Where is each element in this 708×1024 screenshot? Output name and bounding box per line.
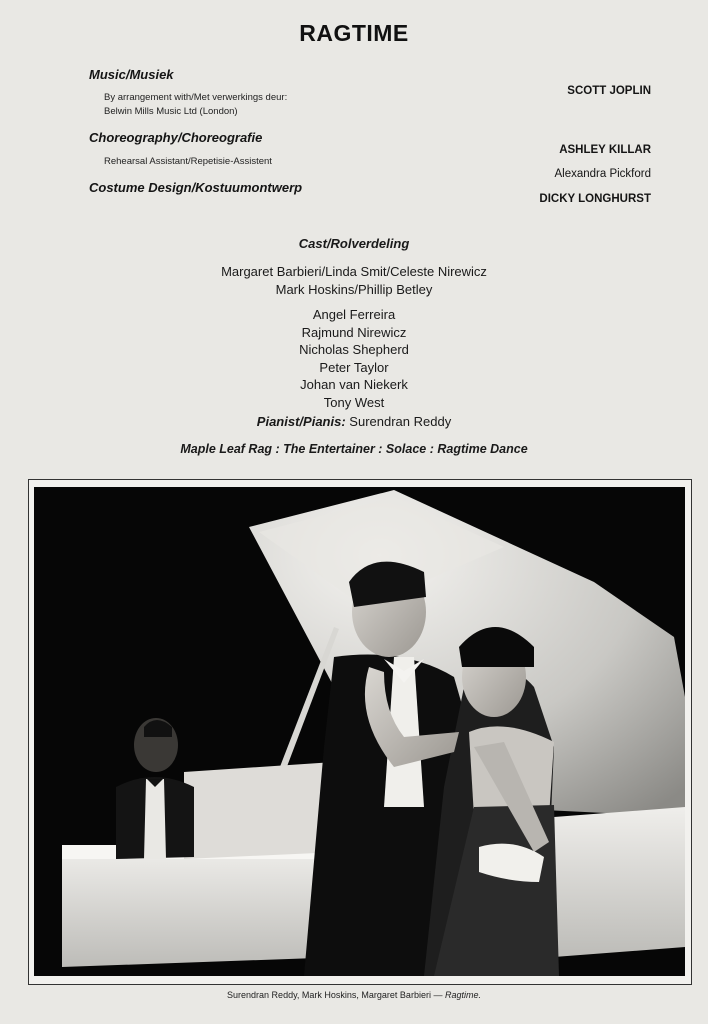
ensemble-cast-member: Peter Taylor	[319, 359, 389, 375]
performance-photo	[34, 487, 685, 976]
ensemble-cast-member: Johan van Niekerk	[300, 377, 408, 392]
ensemble-cast-list	[0, 306, 708, 411]
principal-cast-line: Margaret Barbieri/Linda Smit/Celeste Nirewicz	[221, 264, 487, 279]
pianist-name: Surendran Reddy	[349, 414, 452, 429]
choreography-role: Choreography/Choreografie	[89, 130, 263, 145]
ensemble-cast-member: Nicholas Shepherd	[299, 342, 409, 357]
music-role: Music/Musiek	[89, 67, 174, 82]
music-pieces: Maple Leaf Rag : The Entertainer : Solace : Ragtime Dance	[180, 442, 528, 456]
ensemble-cast-member: Tony West	[323, 394, 385, 410]
page-title: RAGTIME	[299, 20, 409, 46]
caption-names: Surendran Reddy, Mark Hoskins, Margaret Barbieri —	[227, 990, 445, 1000]
music-arrangement-note: By arrangement with/Met verwerkings deur:	[104, 92, 288, 103]
choreography-name: ASHLEY KILLAR	[559, 144, 651, 156]
principal-cast-list	[0, 263, 708, 298]
caption-work-title: Ragtime.	[444, 990, 481, 1000]
ensemble-cast-member: Rajmund Nirewicz	[301, 324, 407, 340]
rehearsal-assistant-name: Alexandra Pickford	[554, 168, 651, 180]
costume-name: DICKY LONGHURST	[539, 193, 651, 205]
pianist-label: Pianist/Pianis:	[256, 414, 346, 429]
photo-caption	[0, 990, 708, 1000]
music-publisher: Belwin Mills Music Ltd (London)	[104, 106, 238, 117]
pianist-credit	[0, 414, 708, 429]
music-name: SCOTT JOPLIN	[567, 85, 651, 97]
ensemble-cast-member: Angel Ferreira	[312, 307, 396, 322]
rehearsal-assistant-role: Rehearsal Assistant/Repetisie-Assistent	[104, 156, 272, 167]
costume-role: Costume Design/Kostuumontwerp	[89, 180, 303, 195]
principal-cast-line: Mark Hoskins/Phillip Betley	[275, 281, 433, 297]
cast-heading: Cast/Rolverdeling	[298, 236, 410, 251]
